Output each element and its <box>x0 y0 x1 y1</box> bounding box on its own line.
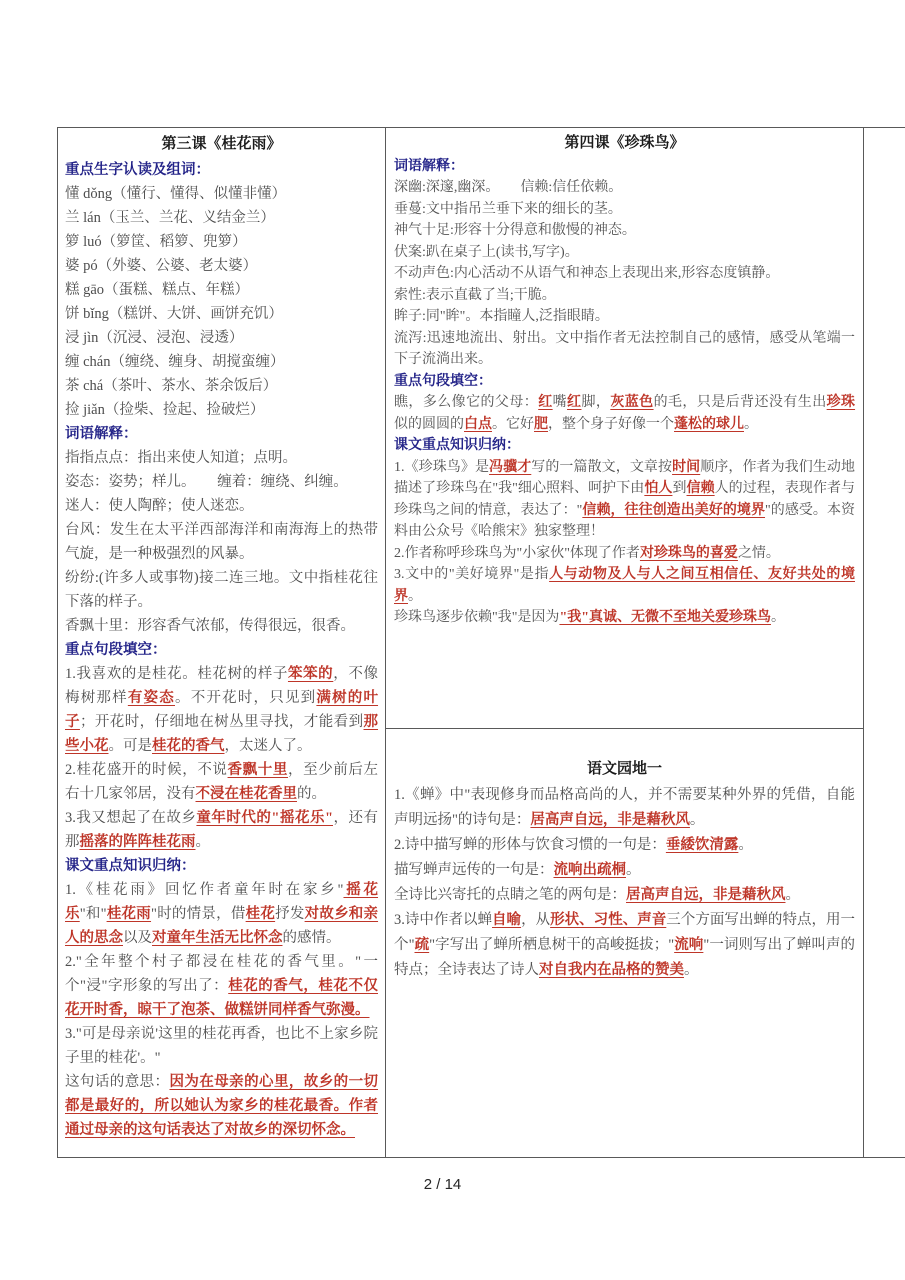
answer-highlight: 冯骥才 <box>489 459 532 475</box>
text-run: 饼 bǐng（糕饼、大饼、画饼充饥） <box>65 306 283 322</box>
text-run: 2.桂花盛开的时候，不说 <box>65 762 228 778</box>
text-run: 茶 chá（茶叶、茶水、茶余饭后） <box>65 378 278 394</box>
answer-highlight: 因为在母亲的心里，故乡的一切都是最好的，所以她认为家乡的桂花最香。作者通过母亲的这句话表达了对故乡的深切怀念。 <box>65 1074 379 1138</box>
section-heading: 重点生字认读及组词： <box>65 162 210 178</box>
paragraph <box>394 328 855 371</box>
paragraph <box>394 306 855 328</box>
section-heading: 词语解释： <box>394 158 464 174</box>
answer-highlight: 笨笨的 <box>287 666 334 682</box>
cell-lesson4 <box>386 128 864 729</box>
text-run: 迷人：使人陶醉；使人迷恋。 <box>65 498 254 514</box>
text-run: 2.作者称呼珍珠鸟为"小家伙"体现了作者 <box>394 545 640 561</box>
answer-highlight: 垂緌饮清露 <box>665 837 739 853</box>
text-run: 指指点点：指出来使人知道；点明。 <box>65 450 297 466</box>
paragraph <box>65 206 378 230</box>
cell-yuwen-yuandi <box>386 729 864 1157</box>
paragraph <box>394 177 855 199</box>
text-run: 三个方面写出蝉的特点，用一个" <box>394 912 856 953</box>
text-run: 婆 pó（外婆、公婆、老太婆） <box>65 258 258 274</box>
answer-highlight: 摇花乐 <box>65 882 379 922</box>
paragraph <box>65 494 378 518</box>
text-run: ，至少前后左右十几家邻居，没有 <box>65 762 379 802</box>
yuwen-content <box>394 783 855 983</box>
answer-highlight: 信赖，往往创造出美好的境界 <box>582 502 766 518</box>
text-run: 描写蝉声远传的一句是： <box>394 862 554 878</box>
answer-highlight: 流响出疏桐 <box>553 862 626 878</box>
paragraph <box>65 518 378 566</box>
text-run: 3."可是母亲说'这里的桂花再香，也比不上家乡院子里的桂花'。" <box>65 1026 378 1066</box>
paragraph <box>65 878 378 950</box>
paragraph <box>394 858 855 883</box>
answer-highlight: 红 <box>567 395 582 410</box>
answer-highlight: 居高声自远，非是藉秋风 <box>626 887 786 903</box>
paragraph <box>394 564 855 607</box>
page-number: 2 / 14 <box>423 1176 462 1193</box>
answer-highlight: 肥 <box>534 416 548 432</box>
section-heading: 课文重点知识归纳： <box>394 438 520 453</box>
text-run: ，从 <box>521 912 551 928</box>
cell-lesson3 <box>58 128 386 1157</box>
answer-highlight: 居高声自远，非是藉秋风 <box>530 812 690 828</box>
text-run: ，太迷人了。 <box>224 738 312 754</box>
text-run: 不动声色:内心活动不从语气和神态上表现出来,形容态度镇静。 <box>394 266 780 281</box>
answer-highlight: 桂花 <box>245 906 276 922</box>
text-run: 。可是 <box>108 738 152 754</box>
section-heading: 词语解释： <box>65 426 138 442</box>
paragraph <box>65 1070 378 1142</box>
answer-highlight: 时间 <box>672 459 701 475</box>
text-run: 懂 dǒng（懂行、懂得、似懂非懂） <box>65 186 287 202</box>
answer-highlight: 灰蓝色 <box>610 395 654 410</box>
text-run: 。它好 <box>492 416 534 432</box>
paragraph <box>65 326 378 350</box>
lesson4-title: 第四课《珍珠鸟》 <box>564 135 685 151</box>
text-run: 兰 lán（玉兰、兰花、义结金兰） <box>65 210 275 226</box>
answer-highlight: 形状、习性、声音 <box>550 912 667 928</box>
text-run: 捡 jiǎn（捡柴、捡起、捡破烂） <box>65 402 265 418</box>
text-run: 3.我又想起了在故乡 <box>65 810 197 826</box>
paragraph <box>394 220 855 242</box>
answer-highlight: 蓬松的球儿 <box>674 416 744 432</box>
text-run: 伏案:趴在桌子上(读书,写字)。 <box>394 244 579 260</box>
text-run: 之情。 <box>737 545 780 561</box>
text-run: 。 <box>744 416 758 432</box>
text-run: 嘴 <box>552 395 568 410</box>
answer-highlight: 流响 <box>674 937 704 953</box>
paragraph <box>65 566 378 614</box>
text-run: 3.诗中作者以蝉 <box>394 912 493 928</box>
text-run: 。 <box>738 837 753 853</box>
answer-highlight: 那些小花 <box>65 714 379 754</box>
text-run: 1.我喜欢的是桂花。桂花树的样子 <box>65 666 288 682</box>
text-run: 的。 <box>297 786 326 802</box>
answer-highlight: 红 <box>538 395 553 410</box>
answer-highlight: 珍珠 <box>826 395 856 410</box>
text-run: 浸 jìn（沉浸、浸泡、浸透） <box>65 330 244 346</box>
paragraph <box>65 374 378 398</box>
paragraph <box>65 758 378 806</box>
section-heading: 课文重点知识归纳： <box>65 858 196 874</box>
text-run: 1.《珍珠鸟》是 <box>394 459 490 475</box>
lesson3-title: 第三课《桂花雨》 <box>161 136 282 152</box>
paragraph <box>65 470 378 494</box>
text-run: 顺序，作者为我们生动地描述了珍珠鸟在"我"细心照料、呵护下由 <box>394 459 855 496</box>
text-run: 1.《蝉》中"表现修身而品格高尚的人，并不需要某种外界的凭借，自能声明远扬"的诗句是： <box>394 787 855 828</box>
text-run: 抒发 <box>275 906 305 922</box>
text-run: 神气十足:形容十分得意和傲慢的神态。 <box>394 223 636 238</box>
text-run: ；开花时，仔细地在树丛里寻找，才能看到 <box>79 714 364 730</box>
text-run: 。 <box>770 610 785 625</box>
text-run: 箩 luó（箩筐、稻箩、兜箩） <box>65 234 247 250</box>
answer-highlight: 人与动物及人与人之间互相信任、友好共处的境界 <box>394 567 855 604</box>
answer-highlight: 桂花的香气 <box>152 738 225 754</box>
text-run: 台风：发生在太平洋西部海洋和南海海上的热带气旋，是一种极强烈的风暴。 <box>65 522 378 562</box>
paragraph <box>65 446 378 470</box>
paragraph <box>65 398 378 422</box>
paragraph <box>65 254 378 278</box>
paragraph <box>65 1022 378 1070</box>
paragraph <box>65 350 378 374</box>
text-run: ，还有那 <box>65 810 379 850</box>
answer-highlight: 满树的叶子 <box>65 690 379 730</box>
answer-highlight: 对珍珠鸟的喜爱 <box>639 545 738 561</box>
lesson3-content <box>65 158 378 1142</box>
paragraph <box>394 285 855 307</box>
text-run: 珍珠鸟逐步依赖"我"是因为 <box>394 610 560 625</box>
paragraph <box>394 908 855 983</box>
answer-highlight: 有姿态 <box>127 690 175 706</box>
paragraph <box>394 883 855 908</box>
lesson4-content <box>394 156 855 629</box>
cell-empty-right <box>864 128 905 1157</box>
text-run: 似的圆圆的 <box>394 416 464 432</box>
paragraph <box>394 833 855 858</box>
text-run: 垂蔓:文中指吊兰垂下来的细长的茎。 <box>394 201 622 217</box>
text-run: "的感受。本资料由公众号《哈熊宋》独家整理！ <box>394 502 856 539</box>
text-run: 以及 <box>123 930 152 946</box>
text-run: 流泻:迅速地流出、射出。文中指作者无法控制自己的感情，感受从笔端一下子流淌出来。 <box>394 330 855 367</box>
text-run: 全诗比兴寄托的点睛之笔的两句是： <box>394 887 626 903</box>
answer-highlight: "我"真诚、无微不至地关爱珍珠鸟 <box>559 610 771 625</box>
paragraph <box>394 607 855 629</box>
answer-highlight: 自喻 <box>492 912 522 928</box>
text-run: "和" <box>79 906 107 922</box>
text-run: 纷纷:(许多人或事物)接二连三地。文中指桂花往下落的样子。 <box>65 570 378 610</box>
paragraph <box>65 950 378 1022</box>
answer-highlight: 对童年生活无比怀念 <box>152 930 283 946</box>
text-run: 。 <box>689 812 705 828</box>
text-run: 眸子:同"眸"。本指瞳人,泛指眼睛。 <box>394 309 609 324</box>
paragraph <box>394 783 855 833</box>
text-run: 糕 gāo（蛋糕、糕点、年糕） <box>65 282 250 298</box>
yuwen-title: 语文园地一 <box>586 761 662 777</box>
text-run: 姿态：姿势；样儿。 缠着：缠绕、纠缠。 <box>65 474 348 490</box>
text-run: 脚， <box>581 395 611 410</box>
paragraph <box>394 457 855 543</box>
text-run: 。 <box>195 834 210 850</box>
answer-highlight: 桂花的香气，桂花不仅花开时香，晾干了泡茶、做糕饼同样香气弥漫。 <box>65 978 378 1018</box>
text-run: 2."全年整个村子都浸在桂花的香气里。"一个"浸"字形象的写出了： <box>65 954 378 994</box>
answer-highlight: 对自我内在品格的赞美 <box>539 962 684 978</box>
paragraph <box>65 278 378 302</box>
paragraph <box>65 662 378 758</box>
section-heading: 重点句段填空： <box>394 373 492 389</box>
text-run: "字写出了蝉所栖息树干的高峻挺拔；" <box>429 937 675 953</box>
paragraph <box>394 392 855 435</box>
text-run: 3.文中的"美好境界"是指 <box>394 567 550 582</box>
text-run: 瞧，多么像它的父母： <box>394 395 539 410</box>
paragraph <box>65 806 378 854</box>
answer-highlight: 疏 <box>414 937 430 953</box>
text-run: ，整个身子好像一个 <box>548 416 674 432</box>
text-run: "一词则写出了蝉叫声的特点；全诗表达了诗人 <box>394 937 856 978</box>
text-run: 缠 chán（缠绕、缠身、胡搅蛮缠） <box>65 354 285 370</box>
answer-highlight: 香飘十里 <box>227 762 288 778</box>
paragraph <box>65 302 378 326</box>
text-run: 的毛，只是后背还没有生出 <box>653 395 827 410</box>
answer-highlight: 摇落的阵阵桂花雨 <box>79 834 196 850</box>
paragraph <box>394 199 855 221</box>
paragraph <box>65 614 378 638</box>
paragraph <box>65 230 378 254</box>
text-run: 人的过程，表现作者与珍珠鸟之间的情意，表达了：" <box>394 481 856 518</box>
section-heading: 重点句段填空： <box>65 642 167 658</box>
answer-highlight: 信赖 <box>686 481 715 496</box>
text-run: 深幽:深邃,幽深。 信赖:信任依赖。 <box>394 180 623 195</box>
text-run: 香飘十里：形容香气浓郁，传得很远，很香。 <box>65 618 355 634</box>
paragraph <box>65 182 378 206</box>
text-run: 。 <box>785 887 800 903</box>
answer-highlight: 怕人 <box>644 481 673 496</box>
notes-table <box>57 127 905 1158</box>
text-run: "时的情景，借 <box>151 906 246 922</box>
answer-highlight: 不浸在桂花香里 <box>195 786 297 802</box>
text-run: 到 <box>672 481 687 496</box>
text-run: 。不开花时，只见到 <box>174 690 317 706</box>
text-run: 的感情。 <box>282 930 341 946</box>
text-run: 1.《桂花雨》回忆作者童年时在家乡" <box>65 882 344 898</box>
text-run: 写的一篇散文，文章按 <box>531 459 673 475</box>
text-run: 。 <box>626 862 641 878</box>
text-run: 索性:表示直截了当;干脆。 <box>394 287 556 303</box>
answer-highlight: 童年时代的"摇花乐" <box>196 810 333 826</box>
answer-highlight: 对故乡和亲人的思念 <box>65 906 379 946</box>
text-run: 。 <box>408 588 422 604</box>
text-run: ，不像梅树那样 <box>65 666 379 706</box>
answer-highlight: 桂花雨 <box>106 906 152 922</box>
text-run: 2.诗中描写蝉的形体与饮食习惯的一句是： <box>394 837 666 853</box>
paragraph <box>394 543 855 565</box>
text-run: 这句话的意思： <box>65 1074 170 1090</box>
paragraph <box>394 263 855 285</box>
answer-highlight: 白点 <box>464 416 492 432</box>
paragraph <box>394 242 855 264</box>
text-run: 。 <box>684 962 699 978</box>
